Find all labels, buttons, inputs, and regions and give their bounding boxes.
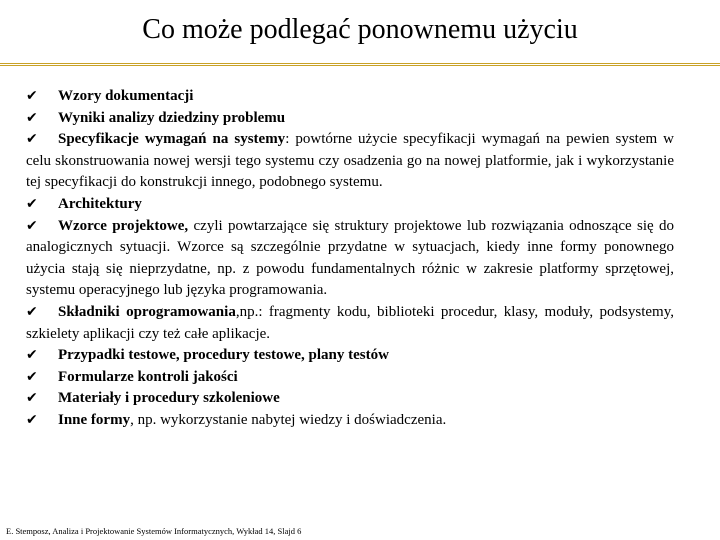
checkmark-icon: ✔ — [26, 411, 38, 428]
list-item — [26, 367, 674, 389]
item-text: czyli powtarzające się struktury projektowe lub rozwiązania odnoszące się do analogicznych sytuacji. Wzorce są szczególnie przydatne w sytuacjach, kiedy inne formy ponownego użycia stają się nieprzydatne, np. z powodu fundamentalnych różnic w zakresie platformy sprzętowej, systemu operacyjnego lub języka programowania. — [26, 217, 674, 299]
item-bold-text: Wzorce projektowe, — [58, 217, 189, 234]
list-item — [26, 302, 674, 345]
checkmark-icon: ✔ — [26, 303, 38, 320]
item-bold-text: Inne formy — [58, 411, 131, 428]
checkmark-icon: ✔ — [26, 109, 38, 126]
checkmark-icon: ✔ — [26, 368, 38, 385]
list-item — [26, 345, 674, 367]
checkmark-icon: ✔ — [26, 347, 38, 364]
item-bold-text: Materiały i procedury szkoleniowe — [58, 390, 280, 407]
list-item — [26, 388, 674, 410]
item-bold-text: Wzory dokumentacji — [58, 88, 194, 104]
checkmark-icon: ✔ — [26, 195, 38, 212]
slide-title: Co może podlegać ponownemu użyciu — [142, 14, 578, 45]
item-text: ,np.: fragmenty kodu, biblioteki procedur, klasy, moduły, podsystemy, szkielety aplikacji czy też całe aplikacje. — [26, 303, 674, 342]
list-item — [26, 410, 674, 432]
list-item — [26, 216, 674, 302]
checkmark-icon: ✔ — [26, 217, 38, 234]
item-bold-text: Przypadki testowe, procedury testowe, plany testów — [58, 347, 389, 364]
list-item — [26, 129, 674, 194]
item-text: , np. wykorzystanie nabytej wiedzy i doświadczenia. — [130, 411, 447, 428]
item-bold-text: Specyfikacje wymagań na systemy — [58, 131, 286, 148]
item-bold-text: Wyniki analizy dziedziny problemu — [58, 109, 286, 126]
list-item — [26, 86, 674, 108]
item-bold-text: Składniki oprogramowania — [58, 303, 236, 320]
list-item — [26, 194, 674, 216]
checkmark-icon: ✔ — [26, 88, 38, 104]
item-bold-text: Formularze kontroli jakości — [58, 368, 238, 385]
checkmark-icon: ✔ — [26, 390, 38, 407]
item-bold-text: Architektury — [58, 195, 142, 212]
item-text: : powtórne użycie specyfikacji wymagań na pewien system w celu skonstruowania nowej wersji tego systemu czy osadzenia go na nowej platformie, jak i wykorzystanie tej specyfikacji do konstrukcji innego, podobnego systemu. — [26, 131, 674, 191]
slide-footer: E. Stemposz, Analiza i Projektowanie Systemów Informatycznych, Wykład 14, Slajd 6 — [6, 526, 302, 536]
title-divider — [0, 63, 720, 66]
checkmark-icon: ✔ — [26, 131, 38, 148]
bullet-list — [26, 86, 674, 432]
list-item — [26, 108, 674, 130]
